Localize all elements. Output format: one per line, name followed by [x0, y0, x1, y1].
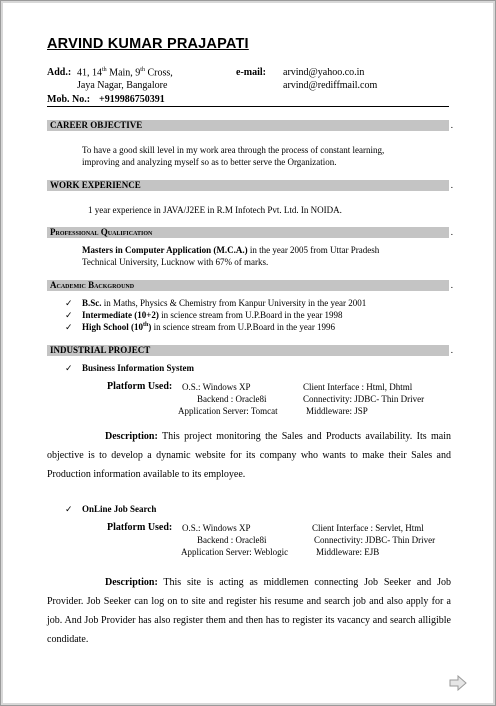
academic-degree: B.Sc. [82, 298, 102, 308]
description-text: This site is acting as middlemen connecting Job Seeker and Job Provider. Job Seeker can log on to site and register his resume and search job and also apply for a job. And Job Provider has also register them and then has to register its vacancy and search alligible condidate. [47, 577, 451, 645]
project-name: Business Information System [82, 363, 195, 373]
arrow-right-icon[interactable] [449, 675, 467, 691]
platform-connectivity: Connectivity: JDBC- Thin Driver [314, 535, 436, 545]
platform-label: Platform Used: [107, 381, 173, 392]
academic-item-bsc [82, 298, 366, 308]
section-title: Academic Background [50, 280, 135, 290]
objective-line-2: improving and analyzing myself so as to better serve the Organization. [82, 157, 337, 167]
email-1[interactable]: arvind@yahoo.co.in [283, 67, 365, 78]
check-icon: ✓ [65, 363, 73, 373]
platform-connectivity: Connectivity: JDBC- Thin Driver [303, 394, 425, 404]
mobile-label: Mob. No.: [47, 94, 91, 105]
platform-os: O.S.: Windows XP [182, 523, 251, 533]
academic-item-highschool [82, 322, 335, 332]
check-icon: ✓ [65, 298, 73, 308]
section-title: CAREER OBJECTIVE [50, 120, 143, 130]
objective-line-1: To have a good skill level in my work area through the process of constant learning, [82, 145, 385, 155]
address-line-2: Jaya Nagar, Bangalore [77, 80, 168, 91]
qualification-line-1 [82, 245, 379, 255]
platform-backend: Backend : Oracle8i [197, 535, 267, 545]
academic-item-intermediate [82, 310, 343, 320]
section-career-objective: CAREER OBJECTIVE . [47, 120, 449, 131]
project-description [47, 427, 451, 484]
candidate-name: ARVIND KUMAR PRAJAPATI [47, 36, 249, 52]
academic-degree: High School (10th) [82, 322, 152, 332]
check-icon: ✓ [65, 322, 73, 332]
section-work-experience: WORK EXPERIENCE . [47, 180, 449, 191]
section-title: WORK EXPERIENCE [50, 180, 141, 190]
platform-middleware: Middleware: JSP [306, 406, 368, 416]
platform-app-server: Application Server: Weblogic [181, 547, 289, 557]
qualification-line-2: Technical University, Lucknow with 67% of marks. [82, 257, 269, 267]
degree-details: in the year 2005 from Uttar Pradesh [247, 245, 380, 255]
address-line-1: 41, 14th Main, 9th Cross, [77, 67, 173, 79]
mobile-value: +919986750391 [99, 94, 165, 105]
academic-degree: Intermediate (10+2) [82, 310, 159, 320]
section-title: INDUSTRIAL PROJECT [50, 345, 151, 355]
check-icon: ✓ [65, 504, 73, 514]
check-icon: ✓ [65, 310, 73, 320]
platform-app-server: Application Server: Tomcat [178, 406, 278, 416]
header-divider [47, 106, 449, 107]
platform-client: Client Interface : Servlet, Html [312, 523, 424, 533]
description-label: Description: [105, 577, 158, 588]
platform-middleware: Middleware: EJB [316, 547, 380, 557]
academic-detail: in Maths, Physics & Chemistry from Kanpur University in the year 2001 [101, 298, 367, 308]
email-label: e-mail: [236, 67, 266, 78]
work-experience-text: 1 year experience in JAVA/J2EE in R.M Infotech Pvt. Ltd. In NOIDA. [88, 205, 342, 215]
project-name: OnLine Job Search [82, 504, 157, 514]
email-2[interactable]: arvind@rediffmail.com [283, 80, 378, 91]
platform-backend: Backend : Oracle8i [197, 394, 267, 404]
section-industrial-project: INDUSTRIAL PROJECT . [47, 345, 449, 356]
academic-detail: in science stream from U.P.Board in the year 1996 [151, 322, 336, 332]
address-label: Add.: [47, 67, 72, 78]
section-professional-qualification: Professional Qualification . [47, 227, 449, 238]
description-label: Description: [105, 431, 158, 442]
section-academic-background: Academic Background . [47, 280, 449, 291]
academic-detail: in science stream from U.P.Board in the year 1998 [158, 310, 343, 320]
section-title: Professional Qualification [50, 227, 153, 237]
description-text: This project monitoring the Sales and Products availability. Its main objective is to develop a dynamic website for its company who wants to make their Sales and Production information available to its employee. [47, 431, 451, 480]
resume-sheet [3, 3, 493, 703]
degree-name: Masters in Computer Application (M.C.A.) [82, 245, 248, 255]
platform-os: O.S.: Windows XP [182, 382, 251, 392]
platform-client: Client Interface : Html, Dhtml [303, 382, 413, 392]
platform-label: Platform Used: [107, 522, 173, 533]
project-description [47, 573, 451, 649]
